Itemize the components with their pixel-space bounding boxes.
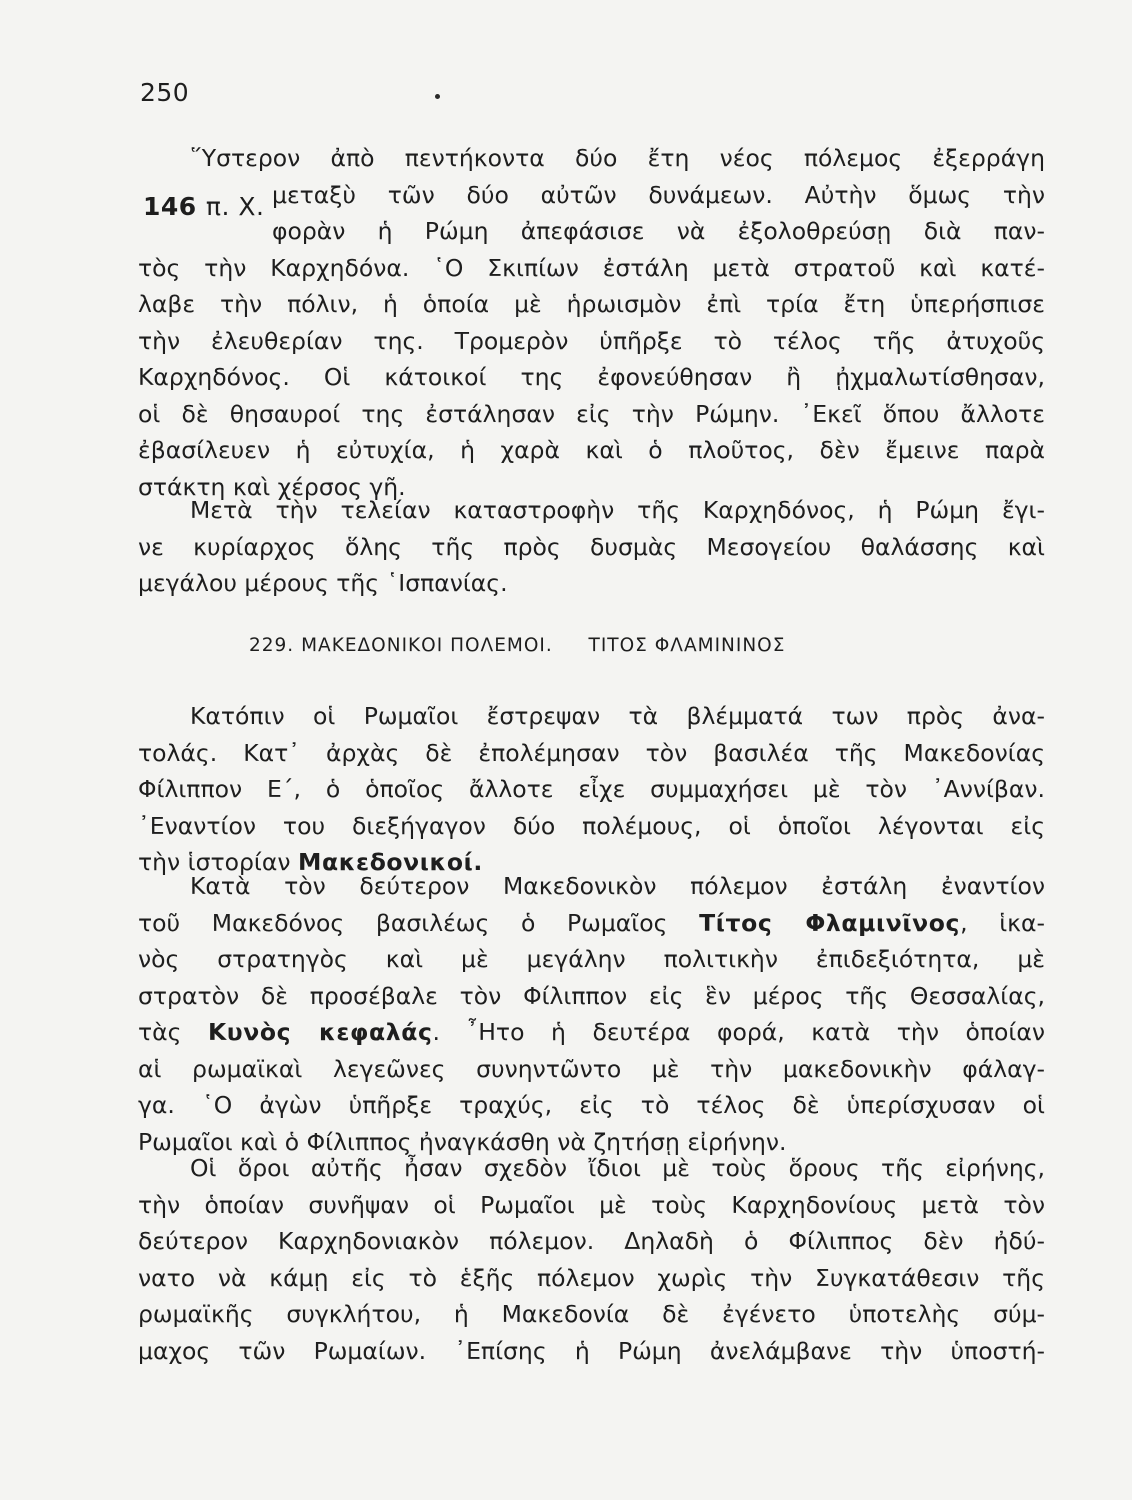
text-line: ἐβασίλευεν ἡ εὐτυχία, ἡ χαρὰ καὶ ὁ πλοῦτος, δὲν ἔμεινε παρὰ bbox=[138, 436, 1045, 464]
section-subtitle: ΤΙΤΟΣ ΦΛΑΜΙΝΙΝΟΣ bbox=[588, 635, 786, 656]
section-heading bbox=[249, 635, 785, 656]
text-line: μεγάλου μέρους τῆς ῾Ισπανίας. bbox=[138, 569, 508, 597]
text-line: ῞Υστερον ἀπὸ πεντήκοντα δύο ἔτη νέος πόλεμος ἐξερράγη bbox=[190, 144, 1045, 172]
text-line: μαχος τῶν Ρωμαίων. ᾿Επίσης ἡ Ρώμη ἀνελάμβανε τὴν ὑποστή- bbox=[138, 1336, 1045, 1365]
text-line: ᾿Εναντίον του διεξήγαγον δύο πολέμους, οἱ ὁποῖοι λέγονται εἰς bbox=[138, 811, 1045, 840]
text-line: τὴν ὁποίαν συνῆψαν οἱ Ρωμαῖοι μὲ τοὺς Καρχηδονίους μετὰ τὸν bbox=[138, 1190, 1045, 1219]
margin-date-era: π. Χ. bbox=[205, 192, 265, 221]
text-line: νατο νὰ κάμῃ εἰς τὸ ἑξῆς πόλεμον χωρὶς τὴν Συγκατάθεσιν τῆς bbox=[138, 1263, 1045, 1292]
text-line: Μετὰ τὴν τελείαν καταστροφὴν τῆς Καρχηδόνος, ἡ Ρώμη ἔγι- bbox=[190, 496, 1045, 524]
section-number: 229. bbox=[249, 635, 295, 656]
text-fragment: τὴν ἱστορίαν bbox=[138, 848, 291, 876]
text-line: Ρωμαῖοι καὶ ὁ Φίλιππος ἠναγκάσθη νὰ ζητήσῃ εἰρήνην. bbox=[138, 1127, 787, 1156]
text-line: οἱ δὲ θησαυροί της ἐστάλησαν εἰς τὴν Ρώμην. ᾿Εκεῖ ὅπου ἄλλοτε bbox=[138, 399, 1045, 428]
text-fragment: , ἱκα- bbox=[960, 908, 1045, 937]
text-line: Φίλιππον Ε΄, ὁ ὁποῖος ἄλλοτε εἶχε συμμαχήσει μὲ τὸν ᾿Αννίβαν. bbox=[138, 775, 1045, 803]
paragraph-4 bbox=[138, 868, 1045, 1160]
print-speck bbox=[435, 94, 440, 99]
text-line: τολάς. Κατ᾿ ἀρχὰς δὲ ἐπολέμησαν τὸν βασιλέα τῆς Μακεδονίας bbox=[138, 738, 1045, 767]
text-line: Καρχηδόνος. Οἱ κάτοικοί της ἐφονεύθησαν ἢ ᾐχμαλωτίσθησαν, bbox=[138, 363, 1045, 391]
text-line bbox=[138, 905, 1045, 942]
text-line: γα. ῾Ο ἀγὼν ὑπῆρξε τραχύς, εἰς τὸ τέλος δὲ ὑπερίσχυσαν οἱ bbox=[138, 1091, 1045, 1119]
text-line: λαβε τὴν πόλιν, ἡ ὁποία μὲ ἡρωισμὸν ἐπὶ τρία ἔτη ὑπερήσπισε bbox=[138, 290, 1045, 318]
text-line: φορὰν ἡ Ρώμη ἀπεφάσισε νὰ ἐξολοθρεύσῃ διὰ παν- bbox=[272, 217, 1045, 245]
text-line: Κατὰ τὸν δεύτερον Μακεδονικὸν πόλεμον ἐστάλη ἐναντίον bbox=[190, 872, 1045, 900]
key-term: Τίτος Φλαμινῖνος bbox=[699, 908, 961, 937]
paragraph-3 bbox=[138, 698, 1045, 881]
text-line: τὸς τὴν Καρχηδόνα. ῾Ο Σκιπίων ἐστάλη μετὰ στρατοῦ καὶ κατέ- bbox=[138, 253, 1045, 282]
text-fragment: τὰς bbox=[138, 1018, 182, 1046]
text-line: νὸς στρατηγὸς καὶ μὲ μεγάλην πολιτικὴν ἐπιδεξιότητα, μὲ bbox=[138, 945, 1045, 973]
text-line: στρατὸν δὲ προσέβαλε τὸν Φίλιππον εἰς ἓν μέρος τῆς Θεσσαλίας, bbox=[138, 981, 1045, 1010]
text-fragment: τοῦ Μακεδόνος βασιλέως ὁ Ρωμαῖος bbox=[138, 908, 668, 937]
paragraph-2 bbox=[138, 492, 1045, 602]
text-line: στάκτη καὶ χέρσος γῆ. bbox=[138, 472, 406, 501]
text-fragment: . ῏Ητο ἡ δευτέρα φορά, κατὰ τὴν ὁποίαν bbox=[432, 1018, 1045, 1046]
text-line: Κατόπιν οἱ Ρωμαῖοι ἔστρεψαν τὰ βλέμματά των πρὸς ἀνα- bbox=[190, 702, 1045, 730]
section-title: ΜΑΚΕΔΟΝΙΚΟΙ ΠΟΛΕΜΟΙ. bbox=[301, 635, 553, 656]
page-number: 250 bbox=[140, 78, 190, 107]
text-line: αἱ ρωμαϊκαὶ λεγεῶνες συνηντῶντο μὲ τὴν μακεδονικὴν φάλαγ- bbox=[138, 1054, 1045, 1083]
text-line: μεταξὺ τῶν δύο αὐτῶν δυνάμεων. Αὐτὴν ὅμως τὴν bbox=[272, 180, 1045, 209]
key-term: Κυνὸς κεφαλάς bbox=[208, 1018, 433, 1046]
paragraph-5 bbox=[138, 1150, 1045, 1369]
text-line: νε κυρίαρχος ὅλης τῆς πρὸς δυσμὰς Μεσογείου θαλάσσης καὶ bbox=[138, 532, 1045, 561]
key-term: Μακεδονικοί. bbox=[297, 848, 483, 876]
paragraph-1 bbox=[138, 140, 1045, 505]
text-line: δεύτερον Καρχηδονιακὸν πόλεμον. Δηλαδὴ ὁ Φίλιππος δὲν ἠδύ- bbox=[138, 1227, 1045, 1255]
text-line bbox=[138, 1014, 1045, 1051]
text-line: ρωμαϊκῆς συγκλήτου, ἡ Μακεδονία δὲ ἐγένετο ὑποτελὴς σύμ- bbox=[138, 1300, 1045, 1328]
margin-date-year: 146 bbox=[143, 192, 197, 221]
text-line: τὴν ἐλευθερίαν της. Τρομερὸν ὑπῆρξε τὸ τέλος τῆς ἀτυχοῦς bbox=[138, 326, 1045, 355]
text-line: Οἱ ὅροι αὐτῆς ἦσαν σχεδὸν ἴδιοι μὲ τοὺς ὅρους τῆς εἰρήνης, bbox=[190, 1154, 1045, 1182]
